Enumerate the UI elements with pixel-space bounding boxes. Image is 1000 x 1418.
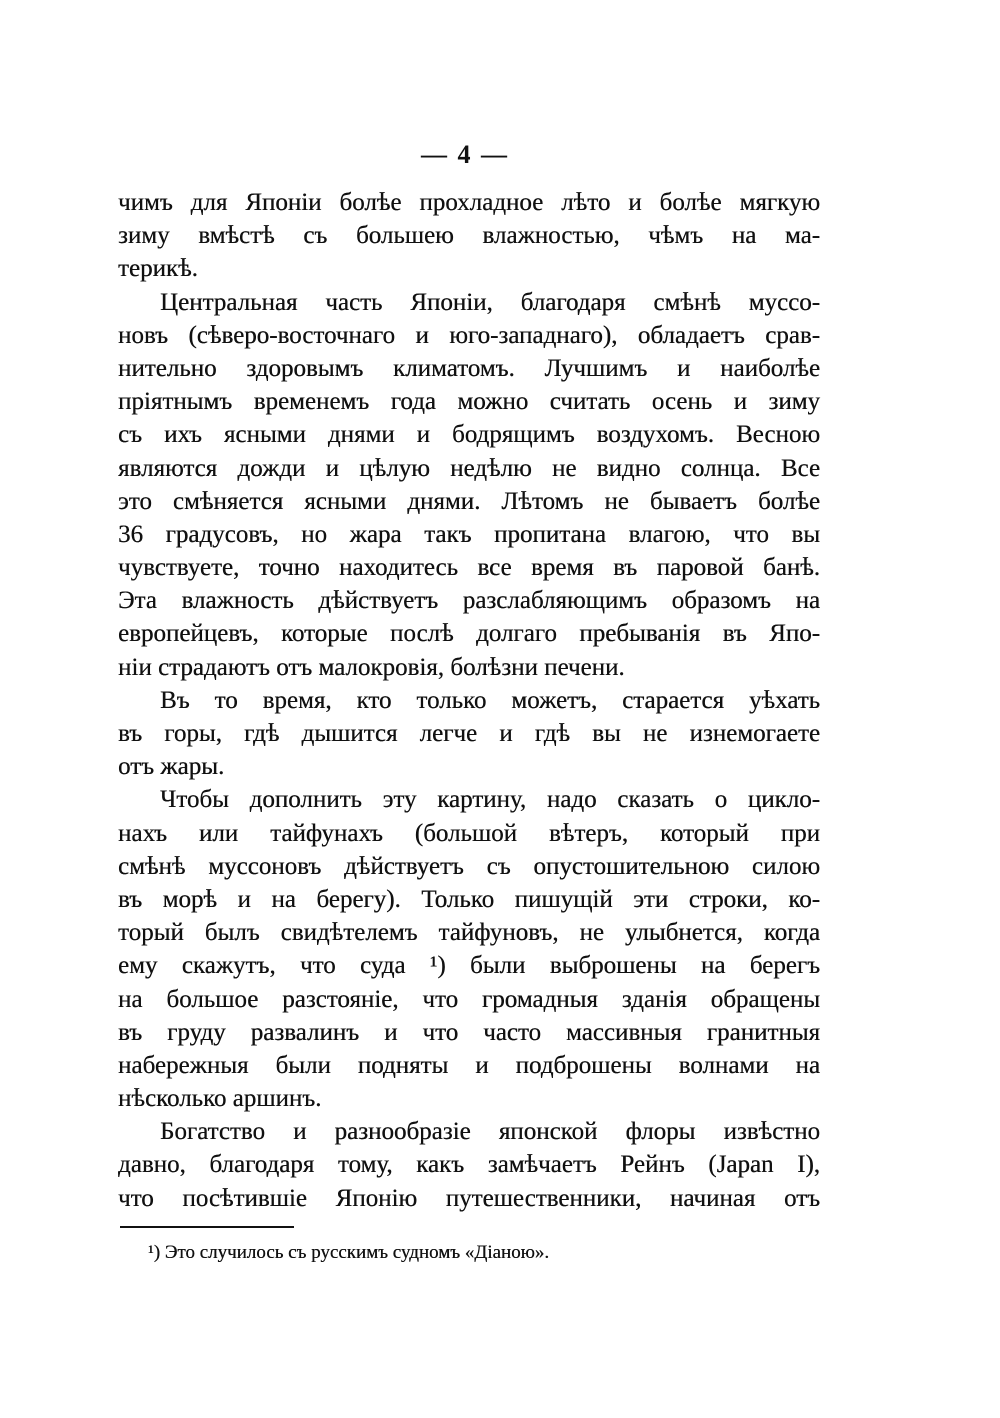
- body-text: [118, 186, 820, 1215]
- text-line: являются дожди и цѣлую недѣлю не видно солнца. Все: [118, 454, 820, 482]
- text-line: зиму вмѣстѣ съ большею влажностью, чѣмъ на ма-: [118, 222, 820, 250]
- text-line: это смѣняется ясными днями. Лѣтомъ не бываетъ болѣе: [118, 487, 820, 515]
- text-line: въ груду развалинъ и что часто массивныя гранитныя: [118, 1018, 820, 1046]
- text-line: Богатство и разнообразіе японской флоры извѣстно: [160, 1118, 820, 1146]
- text-line: смѣнѣ муссоновъ дѣйствуетъ съ опустошительною силою: [118, 852, 820, 880]
- footnote: ¹) Это случилось съ русскимъ судномъ «Діаною».: [148, 1242, 550, 1263]
- text-line: новъ (сѣверо-восточнаго и юго-западнаго), обладаетъ срав-: [118, 321, 820, 349]
- text-line: нѣсколько аршинъ.: [118, 1085, 322, 1113]
- text-line: торый былъ свидѣтелемъ тайфуновъ, не улыбнется, когда: [118, 919, 820, 947]
- footnote-divider: [120, 1226, 294, 1228]
- text-line: Эта влажность дѣйствуетъ разслабляющимъ образомъ на: [118, 587, 820, 615]
- text-line: Центральная часть Японіи, благодаря смѣнѣ муссо-: [160, 288, 820, 316]
- text-line: европейцевъ, которые послѣ долгаго пребыванія въ Япо-: [118, 620, 820, 648]
- text-line: нахъ или тайфунахъ (большой вѣтеръ, который при: [118, 819, 820, 847]
- text-line: давно, благодаря тому, какъ замѣчаетъ Рейнъ (Japan I),: [118, 1151, 820, 1179]
- page-number: — 4 —: [421, 140, 509, 169]
- text-line: терикѣ.: [118, 255, 198, 283]
- text-line: ніи страдаютъ отъ малокровія, болѣзни печени.: [118, 653, 625, 681]
- text-line: Въ то время, кто только можетъ, старается уѣхать: [160, 686, 820, 714]
- text-line: въ горы, гдѣ дышится легче и гдѣ вы не изнемогаете: [118, 720, 820, 747]
- text-line: пріятнымъ временемъ года можно считать осень и зиму: [118, 388, 820, 416]
- text-line: на большое разстояніе, что громадныя зданія обращены: [118, 985, 820, 1013]
- text-line: чимъ для Японіи болѣе прохладное лѣто и болѣе мягкую: [118, 189, 820, 216]
- text-line: набережныя были подняты и подброшены волнами на: [118, 1051, 820, 1079]
- text-line: 36 градусовъ, но жара такъ пропитана влагою, что вы: [118, 520, 820, 548]
- text-line: въ морѣ и на берегу). Только пишущій эти строки, ко-: [118, 885, 820, 913]
- text-line: съ ихъ ясными днями и бодрящимъ воздухомъ. Весною: [118, 421, 820, 449]
- text-line: чувствуете, точно находитесь все время въ паровой банѣ.: [118, 554, 820, 582]
- text-line: нительно здоровымъ климатомъ. Лучшимъ и наиболѣе: [118, 354, 820, 382]
- text-line: что посѣтившіе Японію путешественники, начиная отъ: [118, 1184, 820, 1212]
- text-line: ему скажутъ, что суда ¹) были выброшены на берегъ: [118, 952, 820, 980]
- text-line: отъ жары.: [118, 753, 225, 781]
- text-line: Чтобы дополнить эту картину, надо сказать о цикло-: [160, 786, 820, 814]
